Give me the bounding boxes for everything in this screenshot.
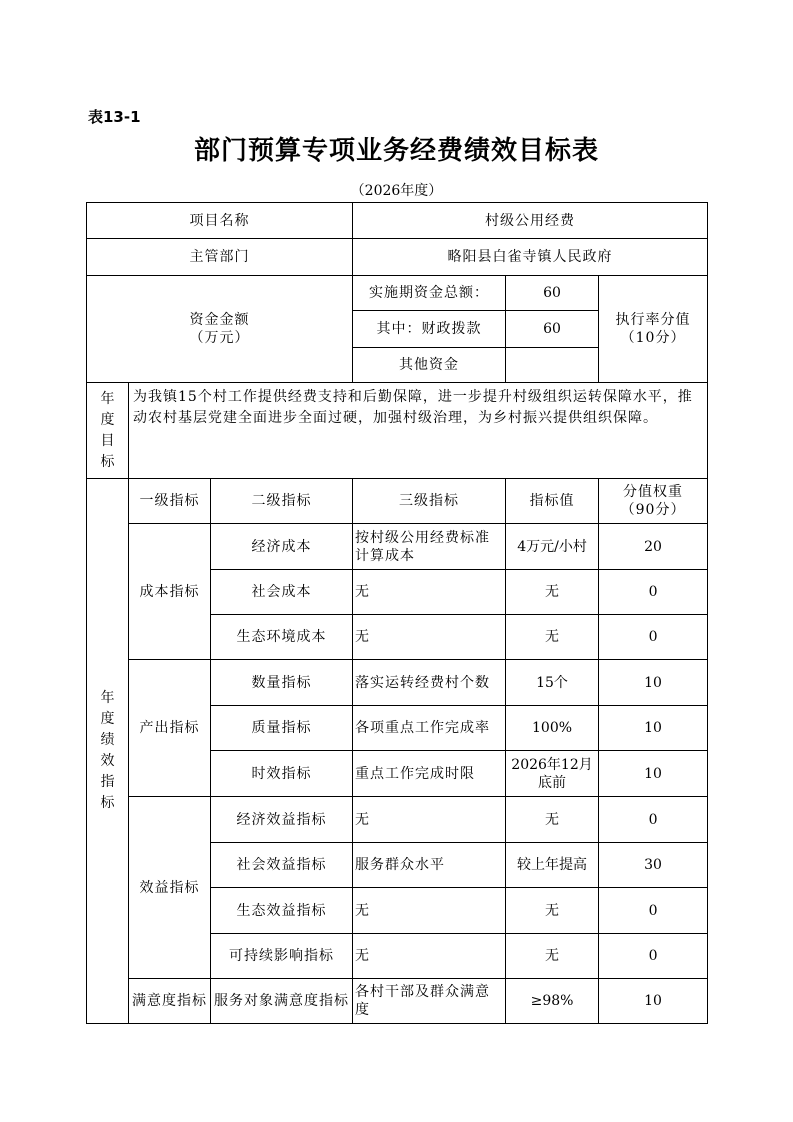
goal-label	[87, 383, 129, 479]
section-label-char: 效	[100, 753, 115, 769]
weight-cell: 10	[599, 660, 708, 706]
indicator-header-row	[87, 479, 708, 524]
value-cell: 无	[506, 797, 599, 843]
level2-cell: 服务对象满意度指标	[211, 979, 353, 1024]
funds-total-label: 实施期资金总额：	[353, 276, 506, 311]
value-cell: 较上年提高	[506, 843, 599, 888]
group-benefit: 效益指标	[129, 797, 211, 979]
header-weight-line2: （90分）	[620, 502, 686, 518]
value-cell: 4万元/小村	[506, 524, 599, 570]
weight-cell: 10	[599, 751, 708, 797]
project-name-row	[87, 203, 708, 239]
section-label-char: 指	[100, 774, 115, 790]
weight-cell: 0	[599, 570, 708, 615]
performance-table	[86, 202, 708, 1024]
value-cell: ≥98%	[506, 979, 599, 1024]
exec-rate-line1: 执行率分值	[615, 312, 691, 328]
funds-label	[87, 276, 353, 383]
group-output: 产出指标	[129, 660, 211, 797]
section-label-char: 度	[100, 711, 115, 727]
weight-cell: 10	[599, 706, 708, 751]
exec-rate-cell	[599, 276, 708, 383]
table-row	[87, 660, 708, 706]
weight-cell: 10	[599, 979, 708, 1024]
funds-fiscal-value: 60	[506, 311, 599, 348]
level3-cell: 服务群众水平	[353, 843, 506, 888]
level3-cell: 各村干部及群众满意度	[353, 979, 506, 1024]
header-value: 指标值	[506, 479, 599, 524]
weight-cell: 0	[599, 888, 708, 934]
header-weight-line1: 分值权重	[623, 484, 684, 500]
indicator-section-label	[87, 479, 129, 1024]
project-name-label: 项目名称	[87, 203, 353, 239]
value-cell: 无	[506, 615, 599, 660]
goal-label-char: 度	[100, 411, 115, 428]
value-cell: 2026年12月底前	[506, 751, 599, 797]
table-row	[87, 524, 708, 570]
header-level3: 三级指标	[353, 479, 506, 524]
level3-cell: 按村级公用经费标准计算成本	[353, 524, 506, 570]
header-level2: 二级指标	[211, 479, 353, 524]
level3-cell: 无	[353, 570, 506, 615]
goal-label-char: 标	[100, 453, 115, 470]
funds-other-label: 其他资金	[353, 348, 506, 383]
weight-cell: 0	[599, 934, 708, 979]
level3-cell: 各项重点工作完成率	[353, 706, 506, 751]
level2-cell: 质量指标	[211, 706, 353, 751]
goal-row	[87, 383, 708, 479]
level3-cell: 无	[353, 615, 506, 660]
level3-cell: 无	[353, 888, 506, 934]
goal-label-char: 目	[100, 432, 115, 449]
value-cell: 15个	[506, 660, 599, 706]
funds-fiscal-label: 其中：财政拨款	[353, 311, 506, 348]
dept-row	[87, 239, 708, 276]
page-title: 部门预算专项业务经费绩效目标表	[193, 136, 599, 166]
weight-cell: 0	[599, 797, 708, 843]
level2-cell: 生态环境成本	[211, 615, 353, 660]
section-label-char: 绩	[100, 732, 115, 748]
level2-cell: 数量指标	[211, 660, 353, 706]
level3-cell: 无	[353, 934, 506, 979]
value-cell: 100%	[506, 706, 599, 751]
goal-text: 为我镇15个村工作提供经费支持和后勤保障，进一步提升村级组织运转保障水平，推动农村基层党建全面进步全面过硬，加强村级治理，为乡村振兴提供组织保障。	[129, 383, 708, 479]
level2-cell: 时效指标	[211, 751, 353, 797]
table-number: 表13-1	[88, 108, 141, 126]
level2-cell: 经济成本	[211, 524, 353, 570]
weight-cell: 20	[599, 524, 708, 570]
year-label: （2026年度）	[350, 183, 443, 199]
funds-label-line1: 资金金额	[189, 312, 250, 328]
value-cell: 无	[506, 570, 599, 615]
funds-other-value	[506, 348, 599, 383]
level3-cell: 重点工作完成时限	[353, 751, 506, 797]
level2-cell: 经济效益指标	[211, 797, 353, 843]
exec-rate-line2: （10分）	[620, 330, 686, 346]
level2-cell: 可持续影响指标	[211, 934, 353, 979]
dept-label: 主管部门	[87, 239, 353, 276]
value-cell: 无	[506, 888, 599, 934]
section-label-char: 标	[100, 795, 115, 811]
level2-cell: 生态效益指标	[211, 888, 353, 934]
funds-label-line2: （万元）	[189, 330, 250, 346]
value-cell: 无	[506, 934, 599, 979]
table-row	[87, 979, 708, 1024]
level3-cell: 落实运转经费村个数	[353, 660, 506, 706]
funds-total-row	[87, 276, 708, 311]
weight-cell: 0	[599, 615, 708, 660]
goal-label-char: 年	[100, 390, 115, 407]
level2-cell: 社会效益指标	[211, 843, 353, 888]
section-label-char: 年	[100, 690, 115, 706]
funds-total-value: 60	[506, 276, 599, 311]
level2-cell: 社会成本	[211, 570, 353, 615]
table-row	[87, 797, 708, 843]
project-name-value: 村级公用经费	[353, 203, 708, 239]
group-cost: 成本指标	[129, 524, 211, 660]
weight-cell: 30	[599, 843, 708, 888]
header-level1: 一级指标	[129, 479, 211, 524]
group-satisfaction: 满意度指标	[129, 979, 211, 1024]
header-weight	[599, 479, 708, 524]
dept-value: 略阳县白雀寺镇人民政府	[353, 239, 708, 276]
level3-cell: 无	[353, 797, 506, 843]
